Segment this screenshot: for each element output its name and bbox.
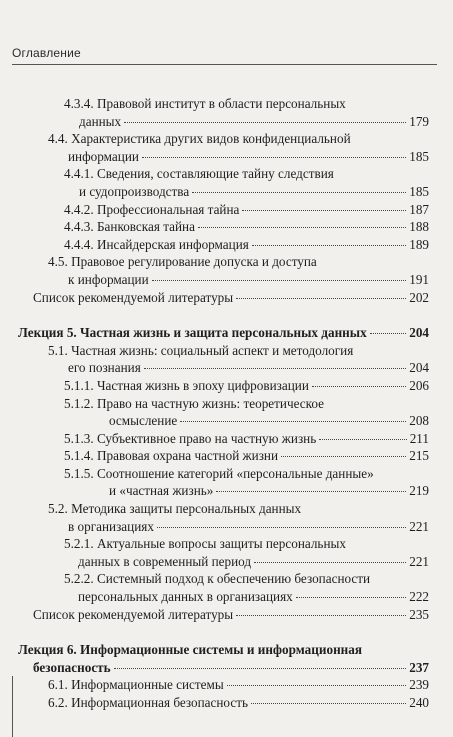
leader-dots xyxy=(198,215,406,228)
toc-entry-title-cont: к информации xyxy=(68,271,149,287)
toc-entry-title-cont: безопасность xyxy=(33,659,111,675)
toc-entry-5-1-5[interactable] xyxy=(0,465,453,500)
toc-entry-title: 5.1.2. Право на частную жизнь: теоретическое xyxy=(64,395,324,411)
toc-page-number: 208 xyxy=(409,413,429,429)
leader-dots xyxy=(236,603,406,616)
toc-page-number: 215 xyxy=(409,448,429,464)
toc-entry-references-4[interactable] xyxy=(0,289,453,307)
header-rule xyxy=(12,64,437,65)
leader-dots xyxy=(281,444,406,457)
toc-entry-title: 4.4.4. Инсайдерская информация xyxy=(64,236,249,252)
leader-dots xyxy=(152,268,407,281)
toc-page-number: 211 xyxy=(409,430,429,446)
toc-entry-title: 5.2. Методика защиты персональных данных xyxy=(48,501,302,517)
toc-entry-title-cont: его познания xyxy=(68,360,141,376)
leader-dots xyxy=(296,585,406,598)
leader-dots xyxy=(252,233,406,246)
leader-dots xyxy=(236,286,406,299)
toc-entry-5-2[interactable] xyxy=(0,500,453,535)
toc-page-number: 221 xyxy=(409,553,429,569)
toc-entry-title: 4.3.4. Правовой институт в области персональных xyxy=(64,96,346,111)
toc-page-number: 185 xyxy=(409,183,429,199)
toc-entry-title: 4.4.3. Банковская тайна xyxy=(64,219,195,235)
margin-rule xyxy=(12,676,13,737)
toc-entry-5-2-1[interactable] xyxy=(0,535,453,570)
toc-entry-title: 5.2.1. Актуальные вопросы защиты персональных xyxy=(64,536,346,552)
toc-page-number: 188 xyxy=(409,219,429,235)
toc-entry-title: Список рекомендуемой литературы xyxy=(33,289,234,305)
toc-entry-title: 4.4.1. Сведения, составляющие тайну следствия xyxy=(64,166,334,182)
toc-entry-4-4-4[interactable] xyxy=(0,236,453,254)
toc-entry-title: 5.1.4. Правовая охрана частной жизни xyxy=(64,448,279,464)
toc-entry-title-cont: данных в современный период xyxy=(78,553,252,569)
toc-entry-title-cont: персональных данных в организациях xyxy=(78,589,293,605)
toc-page-number: 221 xyxy=(409,518,429,534)
leader-dots xyxy=(142,145,406,158)
leader-dots xyxy=(254,550,406,563)
toc-entry-title: 5.1.5. Соотношение категорий «персональные данные» xyxy=(64,465,374,481)
toc-entry-title-cont: и «частная жизнь» xyxy=(109,483,214,499)
toc-page-number: 179 xyxy=(409,113,429,129)
toc-page-number: 189 xyxy=(409,236,429,252)
toc-page-number: 187 xyxy=(409,201,429,217)
toc-entry-title: 4.4.2. Профессиональная тайна xyxy=(64,201,240,217)
toc-page-number: 202 xyxy=(409,289,429,305)
toc-entry-5-1-2[interactable] xyxy=(0,395,453,430)
toc-entry-title-cont: информации xyxy=(68,148,139,164)
toc-entry-title-cont: данных xyxy=(79,113,122,129)
toc-page-number: 185 xyxy=(409,148,429,164)
leader-dots xyxy=(144,356,406,369)
leader-dots xyxy=(114,656,407,669)
toc-entry-title-cont: осмысление xyxy=(109,413,178,429)
leader-dots xyxy=(216,479,406,492)
toc-page-number: 204 xyxy=(409,325,429,341)
toc-entry-lecture-6[interactable] xyxy=(0,641,453,676)
toc-page-number: 206 xyxy=(409,377,429,393)
toc-entry-title: Лекция 5. Частная жизнь и защита персональных данных xyxy=(18,325,367,341)
toc-entry-5-1-4[interactable] xyxy=(0,447,453,465)
leader-dots xyxy=(312,374,406,387)
leader-dots xyxy=(192,180,406,193)
toc-entry-references-5[interactable] xyxy=(0,606,453,624)
leader-dots xyxy=(180,409,406,422)
toc-page-number: 191 xyxy=(409,271,429,287)
toc-entry-4-4[interactable] xyxy=(0,130,453,165)
toc-entry-title: Лекция 6. Информационные системы и информационная xyxy=(18,642,362,658)
toc-entry-title-cont: в организациях xyxy=(68,518,154,534)
spacer xyxy=(0,623,453,641)
leader-dots xyxy=(124,110,406,123)
toc-page-number: 237 xyxy=(409,659,429,675)
toc-entry-4-3-4[interactable] xyxy=(0,95,453,130)
table-of-contents xyxy=(0,95,453,712)
toc-entry-title: 4.4. Характеристика других видов конфиденциальной xyxy=(48,131,351,147)
toc-page-number: 219 xyxy=(409,483,429,499)
leader-dots xyxy=(319,427,406,440)
leader-dots xyxy=(227,673,406,686)
leader-dots xyxy=(251,691,406,704)
toc-entry-title-cont: и судопроизводства xyxy=(79,183,190,199)
toc-entry-title: Список рекомендуемой литературы xyxy=(33,606,234,622)
toc-entry-5-1-1[interactable] xyxy=(0,377,453,395)
toc-entry-title: 4.5. Правовое регулирование допуска и доступа xyxy=(48,254,317,270)
toc-entry-title: 5.1. Частная жизнь: социальный аспект и методология xyxy=(48,342,354,358)
toc-page-number: 222 xyxy=(409,589,429,605)
toc-entry-5-2-2[interactable] xyxy=(0,570,453,605)
leader-dots xyxy=(370,321,407,334)
leader-dots xyxy=(242,198,406,211)
toc-entry-6-2[interactable] xyxy=(0,694,453,712)
toc-entry-lecture-5[interactable] xyxy=(0,324,453,342)
toc-entry-title: 6.1. Информационные системы xyxy=(48,677,224,693)
toc-entry-4-5[interactable] xyxy=(0,253,453,288)
toc-entry-4-4-1[interactable] xyxy=(0,165,453,200)
toc-entry-5-1[interactable] xyxy=(0,342,453,377)
toc-page-number: 240 xyxy=(409,695,429,710)
toc-entry-title: 5.1.3. Субъективное право на частную жизнь xyxy=(64,430,317,446)
running-head: Оглавление xyxy=(12,46,81,60)
toc-page-number: 204 xyxy=(409,360,429,376)
toc-page-number: 235 xyxy=(409,606,429,622)
toc-entry-title: 6.2. Информационная безопасность xyxy=(48,695,248,710)
leader-dots xyxy=(157,515,406,528)
toc-entry-title: 5.1.1. Частная жизнь в эпоху цифровизации xyxy=(64,377,309,393)
toc-entry-title: 5.2.2. Системный подход к обеспечению безопасности xyxy=(64,571,371,587)
toc-page-number: 239 xyxy=(409,677,429,693)
